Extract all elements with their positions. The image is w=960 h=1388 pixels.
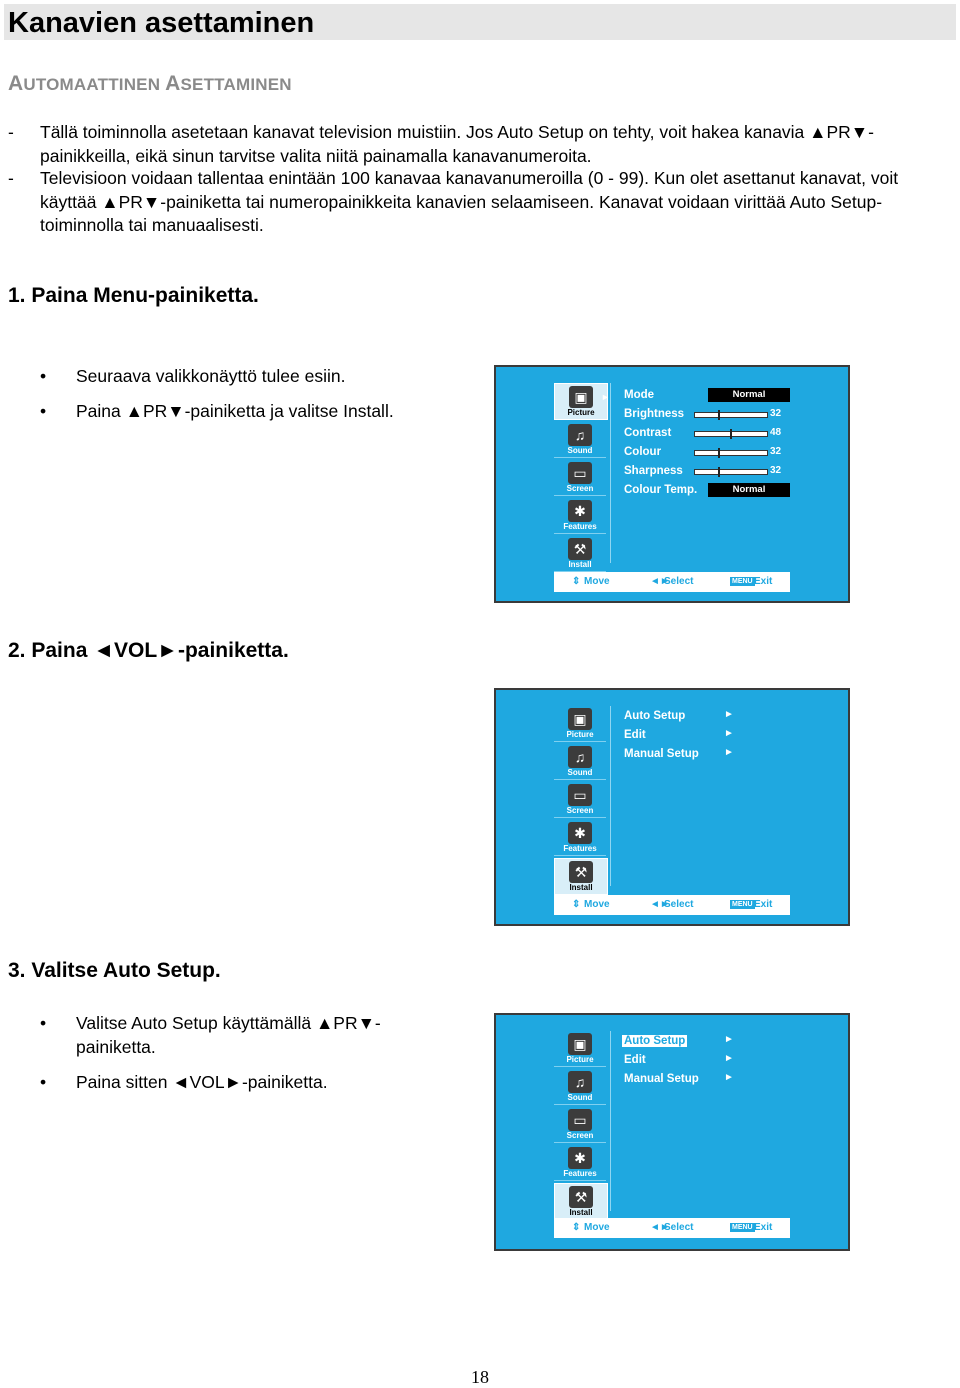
sidebar-label: Picture xyxy=(567,408,595,417)
sidebar-item-sound xyxy=(554,422,606,458)
move-icon: ⇕ xyxy=(572,576,581,587)
heading-cap-1: A xyxy=(8,72,24,95)
row-label: Manual Setup xyxy=(624,748,699,760)
sidebar-label: Sound xyxy=(567,768,593,777)
level-slider xyxy=(694,412,768,418)
tv-auto-setup-screenshot xyxy=(494,1013,850,1251)
features-icon: ✱ xyxy=(568,822,592,844)
bullet-text: Paina sitten ◄VOL►-painiketta. xyxy=(76,1072,328,1092)
chevron-right-icon: ► xyxy=(724,1034,734,1045)
heading-rest-1: UTOMAATTINEN xyxy=(23,75,166,94)
row-label: Colour Temp. xyxy=(624,484,698,496)
chevron-right-icon: ► xyxy=(724,728,734,739)
select-icon: ◄► xyxy=(650,576,670,587)
row-label: Brightness xyxy=(624,408,685,420)
sidebar-item-features xyxy=(554,498,606,534)
sidebar-label: Picture xyxy=(566,1055,594,1064)
section-heading xyxy=(8,72,292,96)
sidebar-label: Screen xyxy=(566,484,594,493)
step-3-bullet-2 xyxy=(40,1071,440,1095)
picture-icon: ▣ xyxy=(568,1033,592,1055)
heading-cap-2: A xyxy=(165,72,181,95)
sidebar-label: Features xyxy=(563,522,597,531)
row-label-highlighted: Auto Setup xyxy=(624,1035,686,1047)
bullet-text: Seuraava valikkonäyttö tulee esiin. xyxy=(76,366,346,386)
sidebar-label: Install xyxy=(568,560,592,569)
level-slider xyxy=(694,469,768,475)
menu-divider xyxy=(610,1031,611,1211)
intro-paragraph-2 xyxy=(8,167,943,238)
footer-exit: Exit xyxy=(754,1222,773,1233)
sidebar-item-picture xyxy=(554,383,608,420)
level-slider xyxy=(694,431,768,437)
submenu-arrow-icon: ► xyxy=(601,392,610,402)
install-icon: ⚒ xyxy=(569,861,593,883)
row-label: Colour xyxy=(624,446,662,458)
page-number: 18 xyxy=(471,1367,489,1387)
sidebar-item-screen xyxy=(554,1107,606,1143)
sidebar-label: Screen xyxy=(566,1131,594,1140)
footer-move: Move xyxy=(584,576,610,587)
tv-sidebar xyxy=(554,1031,608,1222)
move-icon: ⇕ xyxy=(572,899,581,910)
menu-divider xyxy=(610,383,611,563)
paragraph-text: Tällä toiminnolla asetetaan kanavat television muistiin. Jos Auto Setup on tehty, voit hakea kanavia ▲PR▼-painikkeilla, eikä sinun tarvitse valita niitä painamalla kanavanumeroita. xyxy=(40,122,874,166)
sound-icon: ♫ xyxy=(568,1071,592,1093)
picture-icon: ▣ xyxy=(568,708,592,730)
bullet-text: Paina ▲PR▼-painiketta ja valitse Install. xyxy=(76,401,394,421)
level-slider xyxy=(694,450,768,456)
row-value: 32 xyxy=(770,446,782,457)
step-1-bullet-2 xyxy=(40,400,440,424)
sidebar-item-screen xyxy=(554,460,606,496)
sidebar-label: Features xyxy=(563,844,597,853)
tv-footer-bar xyxy=(554,572,790,592)
sidebar-item-install xyxy=(554,1183,608,1220)
footer-exit: Exit xyxy=(754,899,773,910)
row-label: Mode xyxy=(624,389,655,401)
sidebar-item-install xyxy=(554,858,608,895)
bullet-dot: • xyxy=(40,366,47,386)
row-value-box: Normal xyxy=(708,483,790,497)
menu-key-icon: MENU xyxy=(732,1224,753,1231)
menu-key-icon: MENU xyxy=(732,578,753,585)
sidebar-item-sound xyxy=(554,744,606,780)
heading-rest-2: SETTAMINEN xyxy=(180,75,292,94)
screen-icon: ▭ xyxy=(568,784,592,806)
features-icon: ✱ xyxy=(568,500,592,522)
step-2-heading: 2. Paina ◄VOL►-painiketta. xyxy=(8,639,289,662)
tv-picture-menu-screenshot xyxy=(494,365,850,603)
move-icon: ⇕ xyxy=(572,1222,581,1233)
sidebar-label: Install xyxy=(569,1208,593,1217)
screen-icon: ▭ xyxy=(568,1109,592,1131)
tv-sidebar xyxy=(554,383,608,574)
intro-paragraph-1 xyxy=(8,121,943,168)
dash: - xyxy=(8,168,14,188)
dash: - xyxy=(8,122,14,142)
row-label: Edit xyxy=(624,1054,646,1066)
sidebar-label: Picture xyxy=(566,730,594,739)
chevron-right-icon: ► xyxy=(724,1072,734,1083)
select-icon: ◄► xyxy=(650,1222,670,1233)
tv-footer-bar xyxy=(554,895,790,915)
bullet-dot: • xyxy=(40,1072,47,1092)
tv-install-menu-screenshot xyxy=(494,688,850,926)
row-label: Contrast xyxy=(624,427,672,439)
step-1-bullet-1 xyxy=(40,365,440,389)
sidebar-label: Features xyxy=(563,1169,597,1178)
footer-select: Select xyxy=(664,576,694,587)
menu-divider xyxy=(610,706,611,886)
chevron-right-icon: ► xyxy=(724,747,734,758)
paragraph-text: Televisioon voidaan tallentaa enintään 100 kanavaa kanavanumeroilla (0 - 99). Kun olet asettanut kanavat, voit käyttää ▲PR▼-painiketta tai numeropainikkeita kanavien selaamiseen. Kanavat voidaan virittää Auto Setup-toiminnolla tai manuaalisesti. xyxy=(40,168,899,235)
step-1-heading: 1. Paina Menu-painiketta. xyxy=(8,284,259,307)
install-icon: ⚒ xyxy=(568,538,592,560)
sidebar-label: Install xyxy=(569,883,593,892)
sound-icon: ♫ xyxy=(568,746,592,768)
row-value: 32 xyxy=(770,408,782,419)
slider-knob xyxy=(718,448,720,458)
footer-select: Select xyxy=(664,1222,694,1233)
title-bar xyxy=(4,4,956,40)
sidebar-item-features xyxy=(554,1145,606,1181)
sound-icon: ♫ xyxy=(568,424,592,446)
bullet-dot: • xyxy=(40,1013,47,1033)
picture-icon: ▣ xyxy=(569,386,593,408)
footer-select: Select xyxy=(664,899,694,910)
row-value-box: Normal xyxy=(708,388,790,402)
chevron-right-icon: ► xyxy=(724,1053,734,1064)
slider-knob xyxy=(718,467,720,477)
sidebar-item-features xyxy=(554,820,606,856)
bullet-text: Valitse Auto Setup käyttämällä ▲PR▼-painiketta. xyxy=(76,1013,381,1057)
sidebar-label: Sound xyxy=(567,1093,593,1102)
install-icon: ⚒ xyxy=(569,1186,593,1208)
row-value: 48 xyxy=(770,427,782,438)
footer-move: Move xyxy=(584,1222,610,1233)
sidebar-item-picture xyxy=(554,706,606,742)
sidebar-item-sound xyxy=(554,1069,606,1105)
select-icon: ◄► xyxy=(650,899,670,910)
step-3-bullet-1 xyxy=(40,1012,440,1059)
slider-knob xyxy=(718,410,720,420)
slider-knob xyxy=(730,429,732,439)
tv-footer-bar xyxy=(554,1218,790,1238)
chevron-right-icon: ► xyxy=(724,709,734,720)
bullet-dot: • xyxy=(40,401,47,421)
row-label: Sharpness xyxy=(624,465,683,477)
sidebar-label: Screen xyxy=(566,806,594,815)
sidebar-item-picture xyxy=(554,1031,606,1067)
row-label: Edit xyxy=(624,729,646,741)
footer-exit: Exit xyxy=(754,576,773,587)
row-value: 32 xyxy=(770,465,782,476)
footer-move: Move xyxy=(584,899,610,910)
row-label: Auto Setup xyxy=(624,710,686,722)
sidebar-label: Sound xyxy=(567,446,593,455)
tv-sidebar xyxy=(554,706,608,897)
screen-icon: ▭ xyxy=(568,462,592,484)
row-label: Manual Setup xyxy=(624,1073,699,1085)
step-3-heading: 3. Valitse Auto Setup. xyxy=(8,959,221,982)
sidebar-item-screen xyxy=(554,782,606,818)
menu-key-icon: MENU xyxy=(732,901,753,908)
page-title: Kanavien asettaminen xyxy=(8,7,315,39)
features-icon: ✱ xyxy=(568,1147,592,1169)
sidebar-item-install xyxy=(554,536,606,572)
